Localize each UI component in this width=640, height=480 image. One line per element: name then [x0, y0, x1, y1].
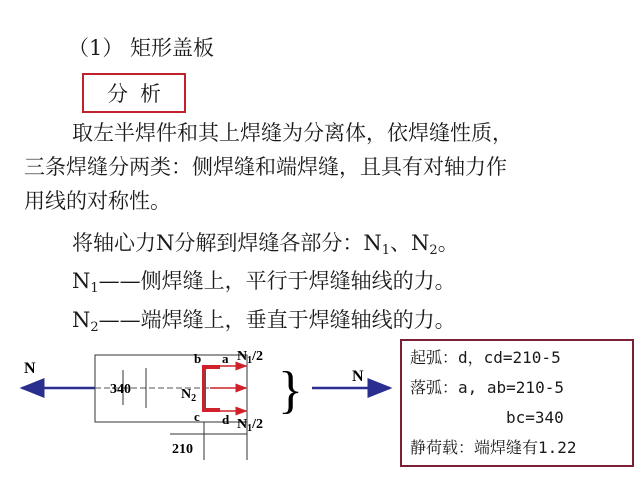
n2-definition-text: ——端焊缝上，垂直于焊缝轴线的力。 [98, 308, 456, 332]
note-line-1: 起弧：d，cd=210-5 [410, 348, 561, 367]
n2-letter: N [72, 308, 91, 332]
dim-340-label: 340 [110, 382, 131, 397]
analysis-label-box [82, 73, 186, 113]
analysis-label: 分析 [107, 82, 173, 106]
paragraph-text-3: 用线的对称性。 [24, 189, 171, 213]
paragraph-line-3 [24, 186, 171, 216]
paragraph-line-1 [24, 118, 513, 148]
note-line-3: bc=340 [506, 408, 564, 427]
paragraph-text-2: 三条焊缝分两类：侧焊缝和端焊缝，且具有对轴力作 [24, 155, 507, 179]
point-a: a [222, 351, 229, 366]
point-c: c [194, 409, 200, 424]
n2-label: $N_2$ [181, 387, 197, 404]
n1-letter: N [72, 269, 91, 293]
weld-diagram [0, 335, 400, 480]
note-line-4: 静荷载：端焊缝有1.22 [410, 438, 577, 457]
right-brace: } [278, 362, 303, 419]
paragraph-text-1: 取左半焊件和其上焊缝为分离体，依焊缝性质， [72, 121, 513, 145]
n1-definition-text: ——侧焊缝上，平行于焊缝轴线的力。 [98, 269, 456, 293]
point-d: d [222, 412, 230, 427]
axial-force-end: 。 [437, 231, 459, 255]
n1-definition [72, 266, 456, 304]
n1-subscript: 1 [90, 281, 99, 296]
left-n-label: N [24, 360, 36, 377]
right-n-label: N [352, 368, 364, 385]
n2-subscript: 2 [90, 320, 99, 335]
note-line-2: 落弧：a, ab=210-5 [410, 378, 564, 397]
point-b: b [194, 351, 202, 366]
subscript-2: 2 [429, 243, 438, 258]
subscript-1: 1 [381, 243, 391, 258]
axial-force-text: 将轴心力N分解到焊缝各部分：N [72, 231, 382, 255]
axial-force-mid: 、N [390, 231, 430, 255]
dim-210-label: 210 [172, 442, 193, 457]
section-heading: （1） 矩形盖板 [68, 36, 215, 60]
paragraph-line-4 [24, 228, 459, 266]
arc-notes-box [400, 339, 634, 467]
paragraph-line-2 [24, 152, 507, 182]
n1-half-bottom: $N_1/2$ [237, 417, 264, 434]
n1-half-top: $N_1/2$ [237, 349, 264, 366]
